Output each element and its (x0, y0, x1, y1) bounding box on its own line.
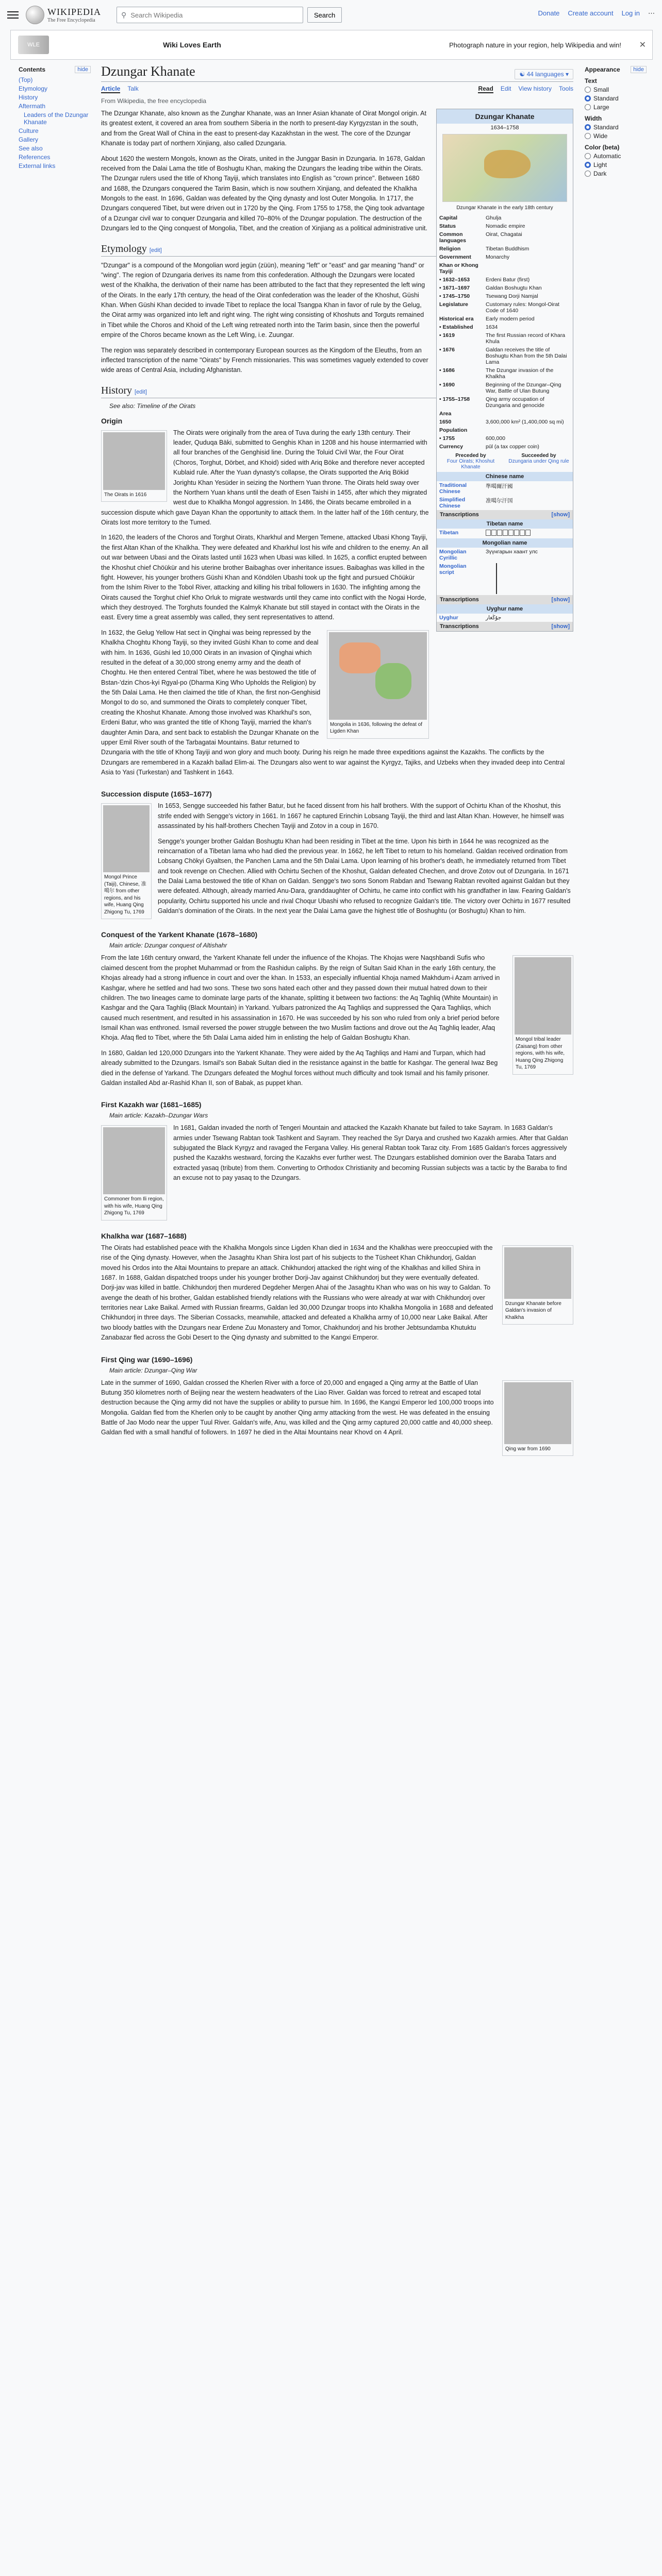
width-option-label: Wide (593, 132, 608, 140)
infobox-row (437, 230, 573, 245)
infobox-row-label: Area (439, 411, 452, 417)
commoner-figure[interactable] (101, 1125, 167, 1221)
infobox-row-value: Galdan receives the title of Boshugtu Khan from the 5th Dalai Lama (486, 347, 567, 365)
infobox-row (437, 418, 573, 426)
infobox-row (437, 366, 573, 381)
width-option[interactable] (585, 132, 647, 140)
succeeded-link[interactable]: Dzungaria under Qing rule (508, 459, 569, 464)
infobox-row (437, 222, 573, 230)
infobox-row (437, 410, 573, 418)
text-size-label: Text (585, 77, 597, 84)
kazakh-hatnote: Main article: Kazakh–Dzungar Wars (109, 1112, 208, 1120)
infobox-row-label: • 1619 (439, 332, 455, 338)
prince-figure[interactable] (101, 803, 152, 919)
infobox-row (437, 261, 573, 276)
uyghur-name-header: Uyghur name (437, 604, 573, 614)
preceded-label: Preceded by (455, 453, 486, 459)
language-count: 44 languages (526, 71, 564, 78)
infobox-row (437, 245, 573, 253)
infobox-row-value: Nomadic empire (486, 223, 525, 229)
mongolian-cyrillic-label[interactable]: Mongolian Cyrillic (439, 549, 467, 561)
edit-history-link[interactable]: [edit] (135, 388, 147, 395)
qing-caption: Qing war from 1690 (505, 1446, 551, 1452)
width-option[interactable] (585, 124, 647, 131)
infobox-row-label: • 1671–1697 (439, 285, 470, 291)
infobox-row-value: 1634 (486, 324, 498, 330)
site-header (0, 0, 662, 30)
infobox-years: 1634–1758 (490, 125, 519, 131)
infobox-row-value: 600,000 (486, 435, 505, 442)
infobox-row-value: 3,600,000 km² (1,400,000 sq mi) (486, 419, 564, 425)
infobox-row (437, 253, 573, 261)
preceded-link[interactable]: Four Oirats; Khoshut Khanate (446, 459, 495, 470)
infobox-row-value: Early modern period (486, 316, 535, 322)
infobox-title: Dzungar Khanate (437, 109, 573, 124)
succeeded-label: Succeeded by (521, 453, 556, 459)
tab-tools[interactable]: Tools (558, 85, 573, 92)
succession-heading: Succession dispute (1653–1677) (101, 790, 212, 799)
prince-caption: Mongol Prince (Taiji), Chinese, 准噶尔 from other regions, and his wife, Huang Qing Zhigong Tu, 1769 (104, 874, 146, 915)
intro-paragraph-1: The Dzungar Khanate, also known as the Zunghar Khanate, was an Inner Asian khanate of Oirat Mongol origin. At its greatest extent, it covered an area from southern Siberia in the north to present-day Kyrgyzstan in the south, and from the Great Wall of China in the east to present-day Kazakhstan in the west. The core of the Dzungar Khanate is today part of northern Xinjiang, also called Dzungaria. (101, 110, 426, 147)
zaisang-caption: Mongol tribal leader (Zaisang) from other regions, with his wife, Huang Qing Zhigong Tu, 1769 (516, 1037, 565, 1071)
infobox-row-value (483, 261, 573, 276)
infobox-row-value: Oirat, Chagatai (486, 231, 522, 238)
kazakh-heading: First Kazakh war (1681–1685) (101, 1100, 202, 1109)
infobox-row-label: 1650 (439, 419, 452, 425)
etymology-paragraph-2: The region was separately described in contemporary European sources as the Kingdom of the Eleuths, from an inflected transcription of the name "Oirats" by French missionaries. This was sometimes vaguely extended to cover wide areas of Central Asia, including Afghanistan. (101, 346, 428, 374)
toc-item[interactable]: Aftermath (19, 103, 46, 110)
language-button[interactable]: ☯ 44 languages ▾ (515, 69, 573, 79)
infobox-row-label: Common languages (439, 231, 466, 244)
color-option-label: Dark (593, 170, 607, 177)
commoner-painting (103, 1127, 165, 1194)
etymology-heading: Etymology (101, 243, 147, 255)
infobox-row-label: Capital (439, 215, 458, 221)
mongol-prince-painting (103, 805, 150, 872)
donate-link[interactable]: Donate (538, 9, 560, 17)
khalkha-caption: Dzungar Khanate before Galdan's invasion of Khalkha (505, 1300, 561, 1320)
search-input[interactable] (129, 11, 303, 20)
edit-label: edit (151, 247, 160, 253)
succession-paragraph-1: In 1653, Sengge succeeded his father Batur, but he faced dissent from his half brothers. With the support of Ochirtu Khan of the Khoshut, this strife ended with Sengge's victory in 1661. In 1667 he captured Erinchin Lobsang Tayiji, the third and last Altan Khan. However, he himself was assassinated by his half-brothers Chechen Tayiji and Zotov in a coup in 1670. (158, 802, 565, 830)
qing-war-map (504, 1382, 571, 1444)
khalkha-heading: Khalkha war (1687–1688) (101, 1231, 187, 1240)
khalkha-paragraph-1: The Oirats had established peace with the Khalkha Mongols since Ligden Khan died in 1634 and the Khalkhas were preoccupied with the rise of the Qing dynasty. However, when the Jasaghtu Khan Shira lost part of his subjects to the Tüsheet Khan Chikhundorj, Galdan moved his Ordos into the Altai Mountains to prepare an attack. Chikhundorj attacked the right wing of the Khalkhas and killed Shira in 1687. In 1688, Galdan dispatched troops under his younger brother Dorji-Jav against Chikhundorj but they were eventually defeated. Dorji-jav was killed in battle. Chikhundorj then murdered Degdeher Mergen Ahai of the Jasaghtu Khan who was on his way to Galdan. To avenge the death of his brother, Galdan established friendly relations with the Russians who were already at war with Chikhundorj over territories near Lake Baikal. Armed with Russian firearms, Galdan led 30,000 Dzungar troops into Khalkha Mongolia in 1688 and defeated Chikhundorj in three days. The Siberian Cossacks, meanwhile, attacked and defeated a Khalkha army of 10,000 near Lake Baikal. After two bloody battles with the Dzungars near Erdene Zuu Monastery and Tomor, Chakhundorj and his brother Jebtsundamba Khutuktu Zanabazar fled across the Gobi Desert to the Qing dynasty and submitted to the Kangxi Emperor. (101, 1244, 493, 1342)
show-transcriptions[interactable]: [show] (551, 512, 570, 518)
simplified-chinese-value: 准噶尔汗国 (486, 498, 513, 504)
qing-heading: First Qing war (1690–1696) (101, 1355, 193, 1364)
infobox-row-value: Tibetan Buddhism (486, 246, 529, 252)
tibetan-script (483, 529, 573, 538)
mongolian-script-label[interactable]: Mongolian script (439, 563, 467, 575)
origin-figure[interactable] (101, 430, 167, 502)
chinese-name-header: Chinese name (437, 472, 573, 481)
infobox-row-label: • 1690 (439, 382, 455, 388)
simplified-chinese-label[interactable]: Simplified Chinese (439, 497, 466, 509)
toc-item[interactable]: (Top) (19, 76, 33, 83)
tab-talk[interactable]: Talk (127, 85, 139, 92)
toc-item[interactable]: Etymology (19, 85, 48, 92)
color-option-label: Light (593, 161, 607, 168)
infobox-row (437, 443, 573, 451)
mongolia-1636-map (329, 632, 427, 720)
infobox-row-value: The first Russian record of Khara Khula (486, 332, 566, 345)
origin-paragraph-2: In 1620, the leaders of the Choros and Torghut Oirats, Kharkhul and Mergen Temene, attacked Ubasi Khong Tayiji, the first Altan Khan of the Khalkha. They were defeated and Kharkhul lost his wife and children to the enemy. An all out war between Ubasi and the Oirats lasted until 1623 when Ubasi was killed. In 1625, a conflict erupted between the Khoshut chief Chöükür and his uterine brother Baibaghas over inheritance issues. Baibaghas was killed in the fight. However, his younger brothers Güshi Khan and Köndölen Ubashi took up the fight and pursued Chöükür from the Ishim River to the Tobol River, attacking and killing his tribal followers in 1630. The infighting among the Oirats caused the Torghut chief Kho Orluk to migrate westwards until they came into conflict with the Nogai Horde, which they destroyed. The Torghuts founded the Kalmyk Khanate but still stayed in contact with the Oirats in the east. Every time a great assembly was called, they sent representatives to attend. (101, 534, 428, 621)
transcriptions-label: Transcriptions (440, 512, 479, 518)
main-content (101, 62, 573, 2576)
mongolia-figure[interactable] (327, 630, 429, 739)
campaign-banner[interactable] (10, 30, 653, 60)
traditional-chinese-label[interactable]: Traditional Chinese (439, 482, 467, 495)
traditional-chinese-value: 準噶爾汗國 (486, 483, 513, 489)
history-hatnote: See also: Timeline of the Oirats (109, 402, 196, 410)
infobox-row-value (483, 410, 573, 418)
infobox-row-value (483, 426, 573, 434)
yarkent-paragraph-2: In 1680, Galdan led 120,000 Dzungars into the Yarkent Khanate. They were aided by the Aq Taghliqs and Hami and Turpan, which had already submitted to the Dzungars. Ismail's son Babak Sultan died in the resistance against in the battle for Kashgar. The general Iwaz Beg died in the defense of Yarkand. The Dzungars defeated the Moghul forces without much difficulty and took Ismail and his family prisoner. Galdan installed Abd ar-Rashid Khan II, son of Babak, as puppet khan. (101, 1049, 498, 1087)
appearance-title: Appearance (585, 66, 620, 73)
mongolian-script-image (483, 562, 573, 595)
infobox-row-label: Historical era (439, 316, 474, 322)
mongolian-name-header: Mongolian name (437, 538, 573, 548)
infobox-row-value: The Dzungar invasion of the Khalkha (486, 367, 554, 380)
radio-icon[interactable] (585, 87, 591, 93)
search-box (117, 7, 303, 23)
history-heading: History (101, 384, 132, 396)
page-title: Dzungar Khanate (101, 64, 195, 79)
uyghur-value: جۇڭغار (486, 615, 502, 621)
main-menu-icon[interactable] (7, 11, 19, 19)
radio-icon[interactable] (585, 133, 591, 139)
search-icon: ⚲ (121, 10, 127, 19)
text-size-option-label: Standard (593, 95, 619, 102)
infobox-row-value: pūl (a tax copper coin) (486, 444, 539, 450)
infobox-row (437, 346, 573, 366)
wordmark: WIKIPEDIA (47, 7, 101, 17)
tab-view-history[interactable]: View history (518, 85, 552, 92)
radio-icon[interactable] (585, 171, 591, 177)
succession-paragraph-2: Sengge's younger brother Galdan Boshugtu Khan had been residing in Tibet at the time. Upon his birth in 1644 he was recognized as the reincarnation of a Tibetan lama who had died the previous year. In 1662, he left Tibet to return to his homeland. Galdan received ordination from Lobsang Chökyi Gyaltsen, the Panchen Lama and the 5th Dalai Lama. Upon learning of his brother's death, he immediately returned from Tibet and took revenge on Chechen. Allied with Ochirtu Sechen of the Khoshut, Galdan defeated Chechen, and drove Zotov out of Dzungaria. In 1671 the Dalai Lama bestowed the title of Khan on Galdan. Sengge's two sons Sonom Rabdan and Tsewang Rabtan revolted against Galdan but they were defeated. Although, already married Anu-Dara, granddaughter of Ochirtu, he came into conflict with his grandfather in law. Fearing Galdan's popularity, Ochirtu supported his uncle and rival Choqur Ubashi who refused to recognize Galdan's title. The victory over Ochirtu in 1677 resulted Galdan's domination of the Oirats. In the next year the Dalai Lama gave the highest title of Boshughtu (or Boshugtu) Khan to him. (158, 837, 571, 915)
tagline: The Free Encyclopedia (47, 18, 95, 23)
uyghur-label[interactable]: Uyghur (439, 615, 458, 621)
toc-item[interactable]: History (19, 94, 38, 101)
qing-paragraph-1: Late in the summer of 1690, Galdan crossed the Kherlen River with a force of 20,000 and engaged a Qing army at the Battle of Ulan Butung 350 kilometres north of Beijing near the western headwaters of the Liao River. Galdan was forced to retreat and escaped total destruction because the Qing army did not have the supplies or ability to pursue him. In 1696, the Kangxi Emperor led 100,000 troops into Mongolia. Galdan fled from the Kherlen only to be caught by another Qing army attacking from the west. He was defeated in the ensuing Battle of Jao Modo near the upper Tuul River. Galdan's wife, Anu, was killed and the Qing army captured 20,000 cattle and 40,000 sheep. Galdan fled with a small handful of followers. In 1697 he died in the Altai Mountains near Khovd on 4 April. (101, 1379, 494, 1436)
wle-logo: WLE (18, 36, 49, 54)
appearance-panel (585, 66, 647, 179)
infobox-row-label: • 1745–1750 (439, 293, 470, 299)
infobox-row-value: Galdan Boshugtu Khan (486, 285, 542, 291)
infobox-row-value: Tsewang Dorji Namjal (486, 293, 538, 299)
yarkent-paragraph-1: From the late 16th century onward, the Yarkent Khanate fell under the influence of the Khojas. The Khojas were Naqshbandi Sufis who claimed descent from the prophet Muhammad or from the Rashidun caliphs. By the reign of Sultan Said Khan in the early 16th century, the Khojas already had a strong influence in court and over the khan. In 1533, an especially influential Khoja named Makhdum-i Azam arrived in Kashgar, where he settled and had two sons. These two sons hated each other and they passed down their mutual hatred down to their children. The two lineages came to dominate large parts of the khanate, splitting it between two factions: the Aq Taghliq (White Mountain) in Kashgar and the Qara Taghliq (Black Mountain) in Yarkand. Yulbars patronized the Aq Taghliqs and suppressed the Qara Taghliqs, which caused much resentment, and resulted in his assassination in 1670. He was succeeded by his son who ruled from only a brief period before Ismail Khan was enthroned. Ismail reversed the power struggle between the two Muslim factions and drove out the Aq Taghliq leader, Afaq Khoja. Afaq fled to Tibet, where the 5th Dalai Lama aided him in enlisting the help of Galdan Boshugtu Khan. (101, 954, 500, 1042)
infobox-row (437, 292, 573, 300)
infobox-row (437, 395, 573, 410)
show-transcriptions-2[interactable]: [show] (551, 597, 570, 603)
khalkha-map (504, 1247, 571, 1299)
infobox-row-label: Currency (439, 444, 464, 450)
origin-paragraph-1: The Oirats were originally from the area of Tuva during the early 13th century. Their leader, Quduqa Bäki, submitted to Genghis Khan in 1208 and his house intermarried with all four branches of the Genghisid line. During the Toluid Civil War, the Four Oirat (Choros, Torghut, Dörbet, and Khoid) sided with Ariq Böke and therefore never accepted Kublaid rule. After the Yuan dynasty's collapse, the Oirats supported the Ariq Bökid Jorightu Khan Yesüder in seizing the Northern Yuan throne. The Oirats held sway over the Northern Yuan khans until the death of Esen Taishi in 1455, after which they migrated west due to Khalkha Mongol aggression. In 1486, the Oirats became embroiled in a succession dispute which gave Dayan Khan the opportunity to attack them. In the latter half of the 16th century, the Oirats lost more territory to the Tumed. (101, 429, 429, 526)
infobox-row-value: Beginning of the Dzungar–Qing War, Battle of Ulan Butung (486, 382, 561, 394)
infobox-row-value: Qing army occupation of Dzungaria and genocide (486, 396, 544, 409)
toc-title: Contents (19, 66, 45, 73)
infobox-row-label: Population (439, 427, 468, 433)
radio-icon[interactable] (585, 104, 591, 110)
tab-read[interactable]: Read (478, 85, 493, 92)
infobox-row-label: • 1755–1758 (439, 396, 470, 402)
color-option-label: Automatic (593, 152, 621, 160)
infobox-row (437, 284, 573, 292)
table-of-contents (19, 66, 91, 171)
infobox-row (437, 323, 573, 331)
infobox-row-label: • 1676 (439, 347, 455, 353)
oirats-1616-map (103, 432, 165, 490)
text-size-option[interactable] (585, 104, 647, 111)
infobox-row (437, 381, 573, 395)
text-size-option[interactable] (585, 95, 647, 102)
banner-title: Wiki Loves Earth (163, 41, 221, 49)
transcriptions-label-3: Transcriptions (440, 623, 479, 630)
infobox-row (437, 276, 573, 284)
mongolian-cyrillic-value: Зүүнгарын хаант улс (486, 549, 538, 555)
text-size-option[interactable] (585, 86, 647, 93)
banner-text: Photograph nature in your region, help Wikipedia and win! (449, 41, 621, 49)
infobox-map-caption: Dzungar Khanate in the early 18th century (456, 205, 553, 211)
infobox-row (437, 300, 573, 315)
origin-heading: Origin (101, 416, 123, 425)
width-option-label: Standard (593, 124, 619, 131)
infobox-row-label: • Established (439, 324, 473, 330)
toc-item[interactable]: References (19, 154, 51, 161)
color-label: Color (beta) (585, 144, 620, 151)
width-label: Width (585, 115, 602, 122)
intro-paragraph-2: About 1620 the western Mongols, known as the Oirats, united in the Junggar Basin in Dzungaria. In 1678, Galdan received from the Dalai Lama the title of Boshugtu Khan, making the Dzungars the leading tribe within the Oirats. The Dzungar rulers used the title of Khong Tayiji, which translates into English as "crown prince". Between 1680 and 1688, the Dzungars conquered the Tarim Basin, which is now southern Xinjiang, and defeated the Khalkha Mongols to the east. In 1696, Galdan was defeated by the Qing dynasty and lost Outer Mongolia. In 1717, the Dzungars conquered Tibet, but were driven out in 1720 by the Qing. From 1755 to 1758, the Qing took advantage of a Dzungar civil war to conquer Dzungaria and killed 70–80% of the Dzungar population. The destruction of the Dzungars led to the Qing conquest of Mongolia, Tibet, and the creation of Xinjiang as a political administrative unit. (101, 155, 428, 232)
wikipedia-logo[interactable] (26, 6, 101, 24)
qing-figure[interactable] (502, 1380, 573, 1456)
from-wikipedia: From Wikipedia, the free encyclopedia (101, 97, 207, 105)
yarkent-hatnote: Main article: Dzungar conquest of Altishahr (109, 942, 227, 950)
infobox-row (437, 434, 573, 443)
toc-item[interactable]: See also (19, 145, 43, 152)
close-icon[interactable]: ✕ (639, 41, 646, 49)
origin-paragraph-3: In 1632, the Gelug Yellow Hat sect in Qinghai was being repressed by the Khalkha Choghtu Khong Tayiji, so they invited Güshi Khan to come and deal with him. In 1636, Güshi led 10,000 Oirats in an invasion of Qinghai which resulted in the defeat of a 30,000 strong enemy army and the death of Choghtu. He then entered Central Tibet, where he was bestowed the title of Bstan-'dzin Chos-kyi Rgyal-po (Dharma King Who Upholds the Religion) by the 5th Dalai Lama. He then claimed the title of Khan, the first non-Genghisid Mongol to do so, and summoned the Oirats to completely conquer Tibet, creating the Khoshut Khanate. Among those involved was Kharkhul's son, Erdeni Batur, who was granted the title of Khong Tayiji, married the khan's daughter Amin Dara, and sent back to establish the Dzungar Khanate on the upper Emil River south of the Tarbagatai Mountains. Batur returned to Dzungaria with the title of Khong Tayiji and won glory and much booty. During his reign he made three expeditions against the Kazakhs. The conflicts by the Dzungars are remembered in a Kazakh ballad Elim-ai. The Dzungars also went to war against the Kyrgyz, Tajiks, and Uzbeks when they invaded deep into Central Asia to Yasi (Turkestan) and Tashkent in 1643. (101, 629, 565, 776)
infobox-table (437, 214, 573, 451)
infobox-row-label: Status (439, 223, 456, 229)
etymology-paragraph-1: "Dzungar" is a compound of the Mongolian word jegün (züün), meaning "left" or "east" and gar meaning "hand" or "wing". The region of Dzungaria derives its name from this confederation. Although the Dzungars were located west of the Khalkha, the derivation of their name has been attributed to the fact that they represented the left wing of the Oirats. In the early 17th century, the head of the Oirat confederation was the leader of the Khoshut, Güshi Khan. When Güshi Khan decided to invade Tibet to replace the local Tsangpa Khan in favor of rule by the Gelug, the Oirat army was organized into left and right wing. The right wing consisting of Khoshuts and Torguts remained in Tibet while the Choros and Khoid of the Left wing retreated north into the Tarim basin, since then the powerful empire of the Choros became known as the Left Wing, i.e. Zuungar. (101, 261, 425, 339)
infobox (436, 109, 573, 632)
tab-edit[interactable]: Edit (500, 85, 511, 92)
infobox-row-value: Customary rules: Mongol-Oirat Code of 1640 (486, 301, 559, 314)
tibetan-label[interactable]: Tibetan (439, 530, 459, 536)
yarkent-heading: Conquest of the Yarkent Khanate (1678–1680) (101, 930, 258, 939)
login-link[interactable]: Log in (621, 9, 640, 17)
infobox-row-label: Religion (439, 246, 461, 252)
infobox-row-label: • 1632–1653 (439, 277, 470, 283)
text-size-option-label: Small (593, 86, 609, 93)
radio-icon[interactable] (585, 95, 591, 101)
show-transcriptions-3[interactable]: [show] (551, 623, 570, 630)
infobox-row-value: Monarchy (486, 254, 510, 260)
toc-hide-button[interactable]: hide (75, 66, 91, 73)
toc-item[interactable]: Culture (19, 127, 39, 134)
infobox-row-label: • 1686 (439, 367, 455, 374)
appearance-hide-button[interactable]: hide (631, 66, 647, 73)
infobox-row-label: Khan or Khong Tayiji (439, 262, 478, 275)
kazakh-paragraph-1: In 1681, Galdan invaded the north of Tengeri Mountain and attacked the Kazakh Khanate but failed to take Sayram. In 1683 Galdan's armies under Tsewang Rabtan took Tashkent and Sayram. They reached the Syr Darya and crushed two Kazakh armies. After that Galdan subjugated the Black Kyrgyz and ravaged the Fergana Valley. His general Rabtan took Taraz city. From 1685 Galdan's forces aggressively pushed the Kazakhs westward, forcing the Kazakhs ever further west. The Dzungars established dominion over the Baraba Tatars and extracted yasaq (tribute) from them. Converting to Orthodox Christianity and becoming Russian subjects was a tactic by the Baraba to find an excuse not to pay yasaq to the Dzungars. (173, 1124, 568, 1182)
radio-icon[interactable] (585, 153, 591, 159)
infobox-row-label: Government (439, 254, 471, 260)
search-button[interactable]: Search (307, 7, 342, 23)
infobox-row-value: Erdeni Batur (first) (486, 277, 530, 283)
toc-item[interactable]: Gallery (19, 136, 39, 143)
toc-item[interactable]: Leaders of the Dzungar Khanate (24, 111, 89, 126)
text-size-option-label: Large (593, 104, 609, 111)
khanate-area (484, 150, 531, 178)
commoner-caption: Commoner from Ili region, with his wife, Huang Qing Zhigong Tu, 1769 (104, 1196, 164, 1216)
user-menu-icon[interactable]: ⋯ (648, 9, 655, 17)
infobox-row-value: Ghulja (486, 215, 502, 221)
qing-hatnote: Main article: Dzungar–Qing War (109, 1366, 197, 1374)
origin-caption: The Oirats in 1616 (104, 492, 147, 498)
edit-etymology-link[interactable]: [edit] (149, 247, 162, 253)
toc-item[interactable]: External links (19, 162, 56, 170)
tibetan-name-header: Tibetan name (437, 519, 573, 529)
color-option[interactable] (585, 161, 647, 168)
radio-icon[interactable] (585, 124, 591, 130)
tab-article[interactable]: Article (101, 85, 121, 92)
infobox-map[interactable] (442, 134, 567, 202)
radio-icon[interactable] (585, 162, 591, 168)
color-option[interactable] (585, 170, 647, 177)
khalkha-figure[interactable] (502, 1245, 573, 1325)
transcriptions-label-2: Transcriptions (440, 597, 479, 603)
infobox-row (437, 214, 573, 222)
mongolia-caption: Mongolia in 1636, following the defeat of Ligden Khan (330, 721, 423, 735)
edit-label: edit (136, 388, 145, 395)
globe-icon (26, 6, 44, 24)
zaisang-figure[interactable] (512, 955, 573, 1075)
infobox-row-label: Legislature (439, 301, 469, 308)
infobox-row (437, 315, 573, 323)
color-option[interactable] (585, 152, 647, 160)
zaisang-painting (515, 957, 571, 1035)
infobox-row (437, 426, 573, 434)
create-account-link[interactable]: Create account (568, 9, 614, 17)
infobox-row-label: • 1755 (439, 435, 455, 442)
infobox-row (437, 331, 573, 346)
